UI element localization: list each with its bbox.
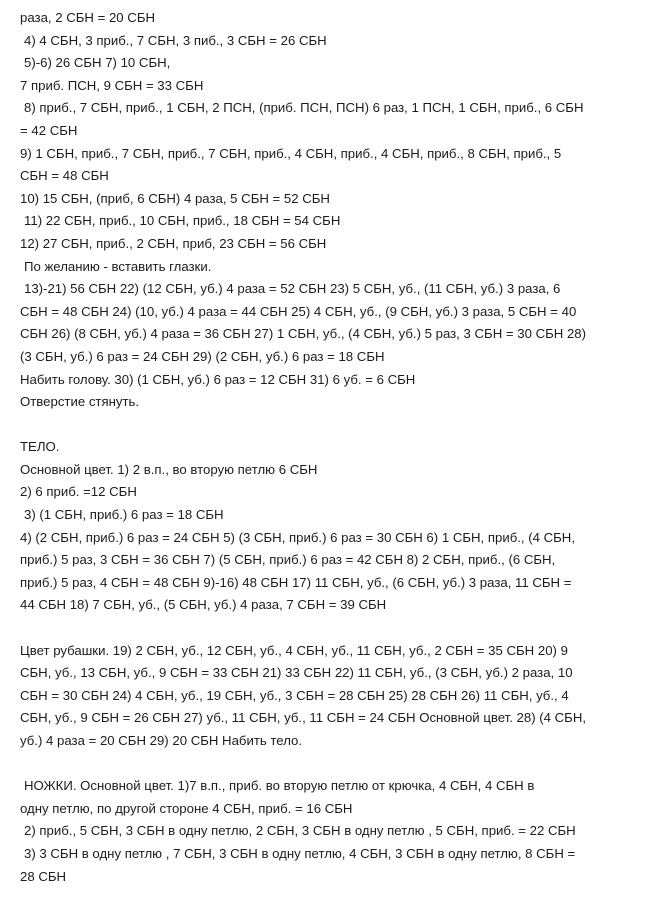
text-line: 12) 27 СБН, приб., 2 СБН, приб, 23 СБН = 56 СБН (20, 235, 327, 251)
text-line: 4) (2 СБН, приб.) 6 раз = 24 СБН 5) (3 СБН, приб.) 6 раз = 30 СБН 6) 1 СБН, приб., (4 СБН, (20, 529, 575, 545)
text-line: 5)-6) 26 СБН 7) 10 СБН, (24, 55, 171, 71)
text-line: 10) 15 СБН, (приб, 6 СБН) 4 раза, 5 СБН = 52 СБН (20, 190, 330, 206)
shirt-section (20, 640, 638, 753)
text-line: СБН, уб., 9 СБН = 26 СБН 27) уб., 11 СБН, уб., 11 СБН = 24 СБН Основной цвет. 28) (4 СБН, (20, 710, 587, 726)
text-line: = 42 СБН (20, 122, 78, 138)
text-line: 28 СБН (20, 868, 67, 884)
text-line: уб.) 4 раза = 20 СБН 29) 20 СБН Набить тело. (20, 733, 303, 748)
paragraph-gap (20, 617, 638, 640)
text-line: Цвет рубашки. 19) 2 СБН, уб., 12 СБН, уб., 4 СБН, уб., 11 СБН, уб., 2 СБН = 35 СБН 20) 9 (20, 642, 568, 658)
paragraph-gap (20, 414, 638, 437)
text-line: Набить голову. 30) (1 СБН, уб.) 6 раз = 12 СБН 31) 6 уб. = 6 СБН (20, 371, 416, 387)
text-line: СБН, уб., 13 СБН, уб., 9 СБН = 33 СБН 21) 33 СБН 22) 11 СБН, уб., (3 СБН, уб.) 2 раза, 10 (20, 665, 573, 681)
text-line: 7 приб. ПСН, 9 СБН = 33 СБН (20, 77, 204, 93)
text-line: приб.) 5 раз, 4 СБН = 48 СБН 9)-16) 48 СБН 17) 11 СБН, уб., (6 СБН, уб.) 3 раза, 11 СБН = (20, 574, 572, 590)
text-line: 4) 4 СБН, 3 приб., 7 СБН, 3 пиб., 3 СБН = 26 СБН (24, 32, 327, 48)
text-line: 3) 3 СБН в одну петлю , 7 СБН, 3 СБН в одну петлю, 4 СБН, 3 СБН в одну петлю, 8 СБН = (24, 845, 576, 861)
text-line: 2) приб., 5 СБН, 3 СБН в одну петлю, 2 СБН, 3 СБН в одну петлю , 5 СБН, приб. = 22 СБН (24, 823, 576, 839)
paragraph-gap (20, 753, 638, 776)
text-line: раза, 2 СБН = 20 СБН (20, 10, 155, 25)
text-line: НОЖКИ. Основной цвет. 1)7 в.п., приб. во вторую петлю от крючка, 4 СБН, 4 СБН в (24, 778, 535, 794)
body-section (20, 436, 638, 617)
text-line: 9) 1 СБН, приб., 7 СБН, приб., 7 СБН, приб., 4 СБН, приб., 4 СБН, приб., 8 СБН, приб., 5 (20, 145, 562, 161)
text-line: Основной цвет. 1) 2 в.п., во вторую петлю 6 СБН (20, 461, 318, 477)
text-line: (3 СБН, уб.) 6 раз = 24 СБН 29) (2 СБН, уб.) 6 раз = 18 СБН (20, 348, 385, 364)
text-line: 44 СБН 18) 7 СБН, уб., (5 СБН, уб.) 4 раза, 7 СБН = 39 СБН (20, 597, 387, 613)
head-section (20, 7, 638, 414)
text-line: приб.) 5 раз, 3 СБН = 36 СБН 7) (5 СБН, приб.) 6 раз = 42 СБН 8) 2 СБН, приб., (6 СБН, (20, 552, 556, 568)
text-line: 11) 22 СБН, приб., 10 СБН, приб., 18 СБН = 54 СБН (24, 213, 341, 229)
text-line: одну петлю, по другой стороне 4 СБН, приб. = 16 СБН (20, 800, 353, 816)
text-line: СБН 26) (8 СБН, уб.) 4 раза = 36 СБН 27) 1 СБН, уб., (4 СБН, уб.) 5 раз, 3 СБН = 30 СБН 28) (20, 326, 587, 342)
text-line: СБН = 48 СБН (20, 168, 109, 184)
text-line: СБН = 30 СБН 24) 4 СБН, уб., 19 СБН, уб., 3 СБН = 28 СБН 25) 28 СБН 26) 11 СБН, уб., 4 (20, 687, 569, 703)
text-line: 8) приб., 7 СБН, приб., 1 СБН, 2 ПСН, (приб. ПСН, ПСН) 6 раз, 1 ПСН, 1 СБН, приб., 6 СБН (24, 100, 584, 116)
legs-section (20, 775, 638, 888)
text-line: 13)-21) 56 СБН 22) (12 СБН, уб.) 4 раза = 52 СБН 23) 5 СБН, уб., (11 СБН, уб.) 3 раза, 6 (24, 281, 561, 297)
section-heading: ТЕЛО. (20, 439, 60, 455)
text-line: По желанию - вставить глазки. (24, 258, 212, 274)
text-line: СБН = 48 СБН 24) (10, уб.) 4 раза = 44 СБН 25) 4 СБН, уб., (9 СБН, уб.) 3 раза, 5 СБН = 40 (20, 303, 577, 319)
text-line: 3) (1 СБН, приб.) 6 раз = 18 СБН (24, 507, 224, 523)
text-line: Отверстие стянуть. (20, 394, 140, 410)
text-line: 2) 6 приб. =12 СБН (20, 484, 137, 500)
